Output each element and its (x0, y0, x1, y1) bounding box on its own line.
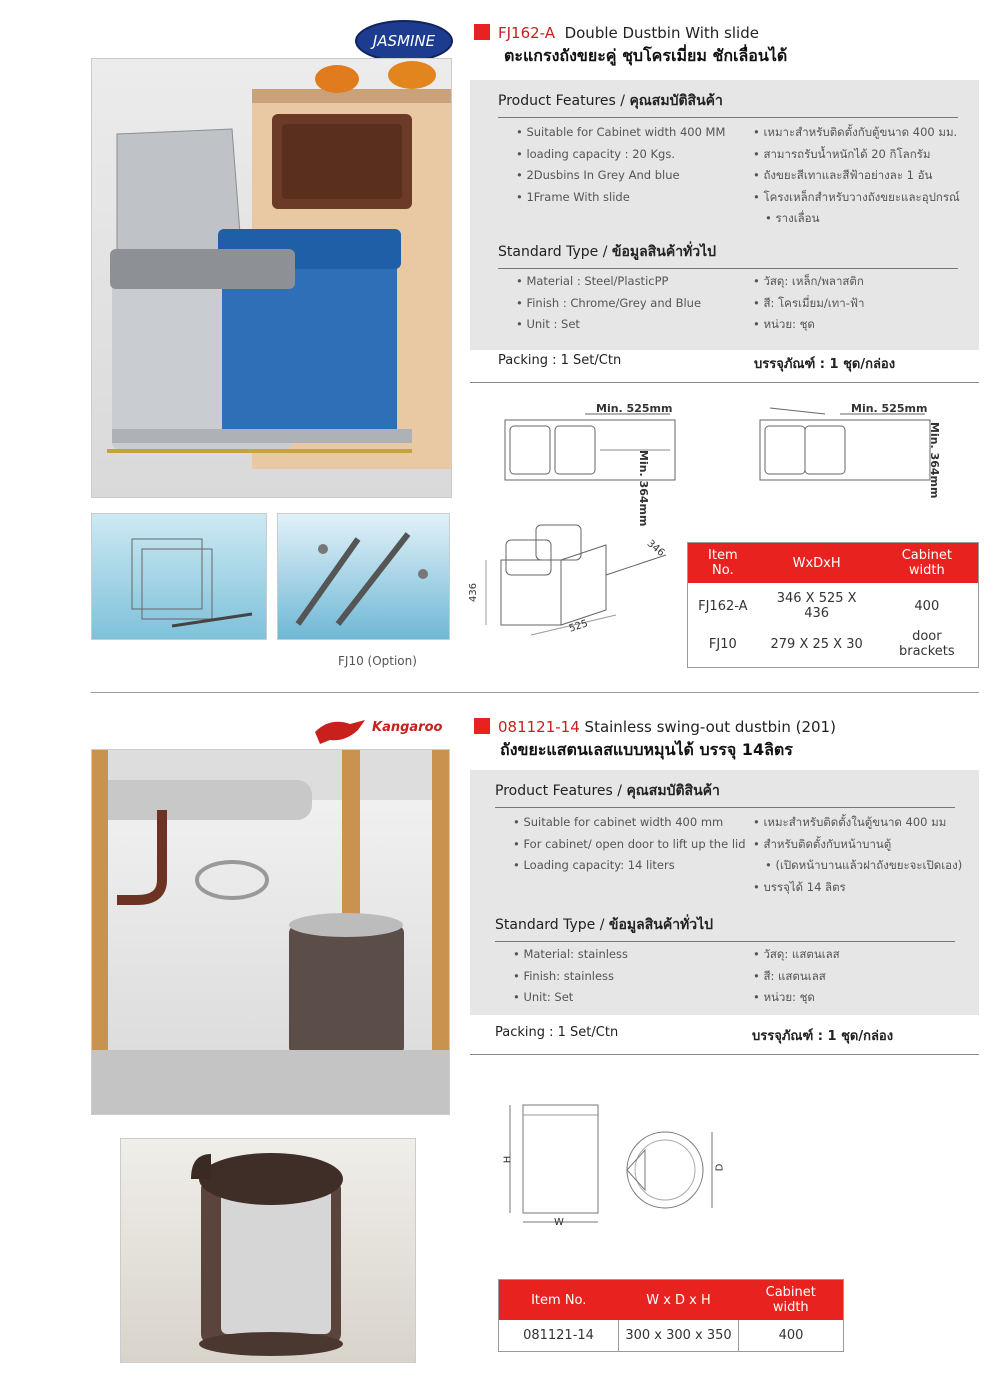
feature-item: • For cabinet/ open door to lift up the lid (513, 834, 753, 856)
table-header: Item No. (688, 543, 758, 584)
table-header: Cabinet width (739, 1280, 844, 1321)
product1-spec-table (687, 542, 979, 668)
product1-title-th: ตะแกรงถังขยะคู่ ชุบโครเมี่ยม ชักเลื่อนได้ (504, 46, 788, 65)
feature-item: • 1Frame With slide (516, 187, 746, 209)
product2-top-drawing (620, 1128, 730, 1218)
product1-features-th (753, 122, 963, 230)
product1-divider (470, 382, 979, 383)
product2-features-heading: Product Features / คุณสมบัติสินค้า (495, 780, 955, 808)
product1-header (474, 24, 994, 69)
table-row: 081121-14 300 x 300 x 350 400 (499, 1320, 844, 1352)
product1-topview-right (755, 400, 955, 499)
standard-item: • Finish: stainless (513, 966, 753, 988)
product2-front-drawing (498, 1100, 608, 1230)
feature-item: • สามารถรับน้ำหนักได้ 20 กิโลกรัม (753, 144, 963, 166)
dim-h-label: H (502, 1155, 514, 1164)
product1-code: FJ162-A (498, 24, 556, 42)
feature-item: • ถังขยะสีเทาและสีฟ้าอย่างละ 1 อัน (753, 165, 963, 187)
standard-item: • วัสดุ: เหล็ก/พลาสติก (753, 271, 963, 293)
product1-standard-heading: Standard Type / ข้อมูลสินค้าทั่วไป (498, 241, 958, 269)
iso-dim-346: 346 (644, 538, 667, 559)
product2-divider (470, 1054, 979, 1055)
product1-main-photo (91, 58, 452, 498)
feature-item-cont: • รางเลื่อน (753, 208, 963, 230)
product1-topview-left (500, 400, 700, 527)
product2-packing-en: Packing : 1 Set/Ctn (495, 1025, 619, 1040)
feature-item: • โครงเหล็กสำหรับวางถังขยะและอุปกรณ์ (753, 187, 963, 209)
section-divider (91, 692, 979, 693)
dim-min-depth-label: Min. 364mm (637, 450, 650, 527)
table-header: W x D x H (619, 1280, 739, 1321)
product2-title-th: ถังขยะแสตนเลสแบบหมุนได้ บรรจุ 14ลิตร (500, 740, 793, 759)
kangaroo-logo: Kangaroo (310, 712, 460, 746)
table-row: FJ162-A 346 X 525 X 436 400 (698, 591, 940, 621)
feature-item: • เหมะสำหรับติดตั้งในตู้ขนาด 400 มม (753, 812, 963, 834)
feature-item: • บรรจุได้ 14 ลิตร (753, 877, 963, 899)
feature-item: • loading capacity : 20 Kgs. (516, 144, 746, 166)
product2-packing-th: บรรจุภัณฑ์ : 1 ชุด/กล่อง (752, 1029, 894, 1044)
iso-dim-525: 525 (567, 618, 590, 635)
table-header-row (688, 543, 979, 584)
dim-min-width-label: Min. 525mm (851, 402, 928, 415)
jasmine-logo: JASMINE (355, 20, 453, 62)
product1-standard-th (753, 271, 963, 336)
table-header-row (499, 1280, 844, 1321)
product2-standard-en (513, 944, 753, 1009)
feature-item-cont: • (เปิดหน้าบานแล้วฝาถังขยะจะเปิดเอง) (753, 855, 963, 877)
red-square-icon (474, 718, 490, 734)
standard-item: • สี: โครเมี่ยม/เทา-ฟ้า (753, 293, 963, 315)
standard-item: • Unit : Set (516, 314, 746, 336)
product2-code: 081121-14 (498, 718, 580, 736)
feature-item: • สำหรับติดตั้งกับหน้าบานตู้ (753, 834, 963, 856)
product2-standard-heading: Standard Type / ข้อมูลสินค้าทั่วไป (495, 914, 955, 942)
feature-item: • Loading capacity: 14 liters (513, 855, 753, 877)
table-header: Cabinet width (876, 543, 979, 584)
option-caption: FJ10 (Option) (338, 654, 417, 668)
product2-standard-section (495, 914, 955, 1004)
product2-header (474, 718, 994, 763)
standard-item: • Material : Steel/PlasticPP (516, 271, 746, 293)
standard-item: • Finish : Chrome/Grey and Blue (516, 293, 746, 315)
wire-frame-photo (91, 513, 267, 640)
dim-d-label: D (714, 1163, 726, 1172)
door-bracket-photo (277, 513, 450, 640)
feature-item: • 2Dusbins In Grey And blue (516, 165, 746, 187)
red-square-icon (474, 24, 490, 40)
product1-packing-en: Packing : 1 Set/Ctn (498, 353, 622, 368)
standard-item: • Unit: Set (513, 987, 753, 1009)
table-row: FJ10 279 X 25 X 30 door brackets (708, 629, 955, 659)
standard-item: • Material: stainless (513, 944, 753, 966)
standard-item: • หน่วย: ชุด (753, 987, 963, 1009)
product2-features-th (753, 812, 963, 898)
dim-w-label: W (554, 1217, 564, 1228)
product2-features-section (495, 780, 963, 894)
product2-features-en (513, 812, 753, 877)
product1-title-en: FJ162-A Double Dustbin With slide (474, 24, 994, 42)
product1-packing-th: บรรจุภัณฑ์ : 1 ชุด/กล่อง (754, 357, 896, 372)
feature-item: • เหมาะสำหรับติดตั้งกับตู้ขนาด 400 มม. (753, 122, 963, 144)
product1-features-heading: Product Features / คุณสมบัติสินค้า (498, 90, 958, 118)
product2-main-photo (91, 749, 450, 1115)
table-header: Item No. (499, 1280, 619, 1321)
table-header: WxDxH (758, 543, 876, 584)
product2-title-en: 081121-14 Stainless swing-out dustbin (201) (474, 718, 994, 736)
product2-spec-table (498, 1279, 844, 1352)
product2-standard-th (753, 944, 963, 1009)
product2-bin-photo (120, 1138, 416, 1363)
product1-standard-section (498, 241, 958, 331)
feature-item: • Suitable for Cabinet width 400 MM (516, 122, 746, 144)
feature-item: • Suitable for cabinet width 400 mm (513, 812, 753, 834)
dim-min-depth-label: Min. 364mm (928, 422, 941, 499)
standard-item: • หน่วย: ชุด (753, 314, 963, 336)
iso-dim-436: 436 (468, 582, 480, 603)
dim-min-width-label: Min. 525mm (596, 402, 673, 415)
product1-standard-en (516, 271, 746, 336)
standard-item: • สี: แสตนเลส (753, 966, 963, 988)
product1-isometric-drawing (466, 515, 676, 655)
product1-features-section (498, 90, 960, 225)
standard-item: • วัสดุ: แสตนเลส (753, 944, 963, 966)
product1-features-en (516, 122, 746, 208)
